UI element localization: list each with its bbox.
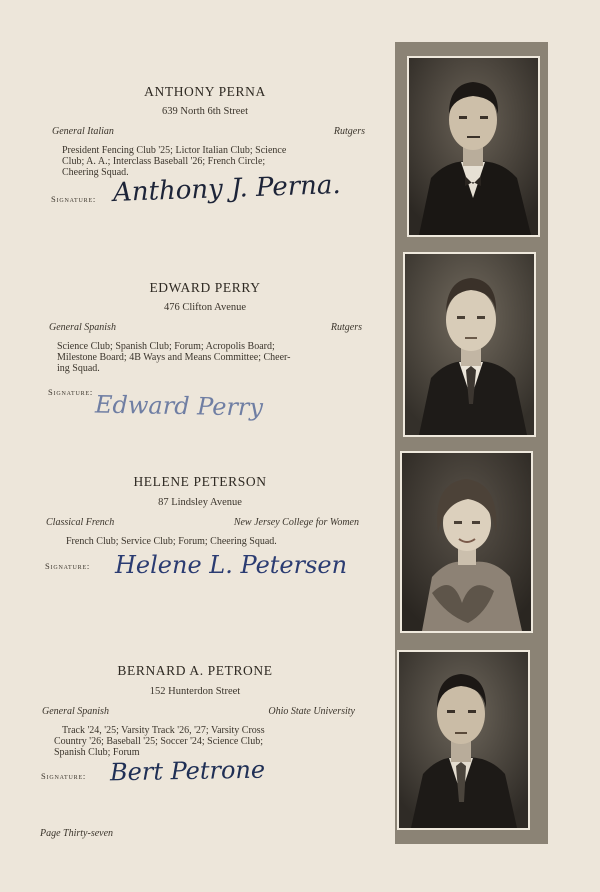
activities-line: President Fencing Club '25; Lictor Italian Club; Science	[62, 145, 287, 156]
page-number: Page Thirty-seven	[40, 828, 114, 839]
activities-line: Spanish Club; Forum	[54, 747, 140, 758]
student-address: 476 Clifton Avenue	[163, 302, 247, 313]
portrait-image	[409, 58, 538, 235]
student-activities	[54, 725, 359, 758]
handwritten-signature: Edward Perry	[94, 390, 264, 422]
student-entry-helene-peterson	[40, 474, 370, 584]
signature-label: Signature:	[41, 771, 87, 781]
student-activities	[66, 536, 366, 547]
handwritten-signature: Helene L. Petersen	[115, 551, 348, 579]
signature-label: Signature:	[45, 561, 91, 571]
student-entry-anthony-perna	[40, 84, 370, 214]
activities-line: French Club; Service Club; Forum; Cheering Squad.	[66, 536, 277, 547]
handwritten-signature: Bert Petrone	[109, 755, 266, 787]
activities-line: Club; A. A.; Interclass Baseball '26; French Circle;	[62, 156, 266, 167]
student-address: 639 North 6th Street	[161, 106, 249, 117]
activities-line: Milestone Board; 4B Ways and Means Committee; Cheer-	[57, 352, 291, 363]
student-college: Ohio State University	[268, 706, 355, 717]
student-activities	[57, 341, 362, 374]
student-name: HELENE PETERSON	[133, 474, 267, 489]
portrait-photo	[403, 252, 536, 437]
handwritten-signature: Anthony J. Perna.	[112, 170, 342, 208]
activities-line: ing Squad.	[57, 363, 100, 374]
student-address: 87 Lindsley Avenue	[158, 497, 242, 508]
student-address: 152 Hunterdon Street	[149, 686, 241, 697]
student-name: EDWARD PERRY	[149, 280, 261, 295]
activities-line: Science Club; Spanish Club; Forum; Acropolis Board;	[57, 341, 275, 352]
student-course: General Italian	[52, 126, 114, 137]
student-course: Classical French	[46, 517, 115, 528]
portrait-image	[405, 254, 534, 435]
portrait-photo	[400, 451, 533, 633]
portrait-image	[402, 453, 531, 631]
student-name: ANTHONY PERNA	[144, 84, 266, 99]
student-entry-bernard-petrone	[40, 663, 370, 793]
student-college: Rutgers	[330, 322, 362, 333]
portrait-strip	[395, 42, 548, 844]
student-college: New Jersey College for Women	[233, 517, 359, 528]
activities-line: Track '24, '25; Varsity Track '26, '27; Varsity Cross	[62, 725, 265, 736]
student-name: BERNARD A. PETRONE	[117, 663, 273, 678]
student-course: General Spanish	[42, 706, 109, 717]
activities-line: Country '26; Baseball '25; Soccer '24; Science Club;	[54, 736, 263, 747]
student-college: Rutgers	[333, 126, 365, 137]
student-course: General Spanish	[49, 322, 116, 333]
portrait-image	[399, 652, 528, 828]
student-entry-edward-perry	[40, 280, 370, 440]
signature-label: Signature:	[48, 387, 94, 397]
portrait-photo	[397, 650, 530, 830]
portrait-photo	[407, 56, 540, 237]
signature-label: Signature:	[51, 194, 97, 204]
activities-line: Cheering Squad.	[62, 167, 129, 178]
